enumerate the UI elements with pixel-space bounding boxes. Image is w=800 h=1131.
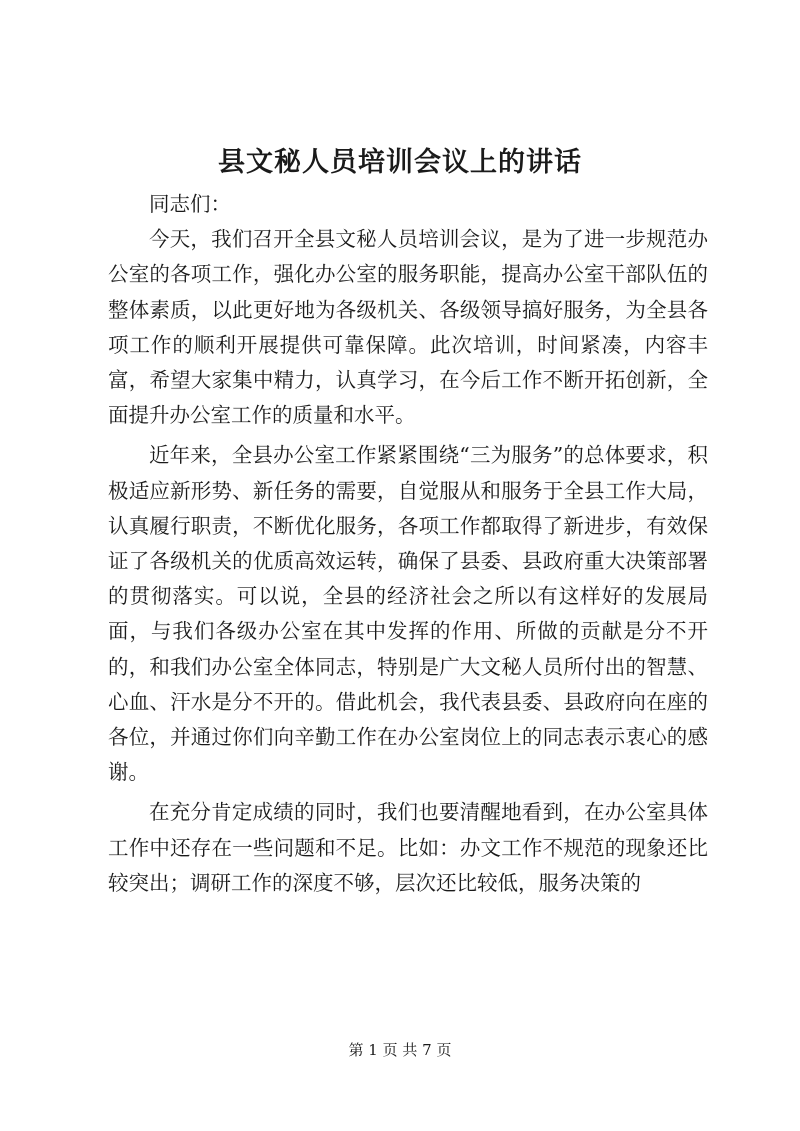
paragraph-1: 今天，我们召开全县文秘人员培训会议，是为了进一步规范办公室的各项工作，强化办公室的服务职能，提高办公室干部队伍的整体素质，以此更好地为各级机关、各级领导搞好服务，为全县各项工作的顺利开展提供可靠保障。此次培训，时间紧凑，内容丰富，希望大家集中精力，认真学习，在今后工作不断开拓创新，全面提升办公室工作的质量和水平。 (108, 227, 708, 428)
page-footer (0, 1040, 800, 1060)
document-body (108, 187, 708, 901)
paragraph-3: 在充分肯定成绩的同时，我们也要清醒地看到，在办公室具体工作中还存在一些问题和不足。比如：办文工作不规范的现象还比较突出；调研工作的深度不够，层次还比较低，服务决策的 (108, 800, 708, 895)
page-number-label: 第 1 页 共 7 页 (348, 1041, 452, 1059)
salutation: 同志们： (149, 192, 231, 216)
paragraph-2: 近年来，全县办公室工作紧紧围绕“三为服务”的总体要求，积极适应新形势、新任务的需要，自觉服从和服务于全县工作大局，认真履行职责，不断优化服务，各项工作都取得了新进步，有效保证了各级机关的优质高效运转，确保了县委、县政府重大决策部署的贯彻落实。可以说，全县的经济社会之所以有这样好的发展局面，与我们各级办公室在其中发挥的作用、所做的贡献是分不开的，和我们办公室全体同志，特别是广大文秘人员所付出的智慧、心血、汗水是分不开的。借此机会，我代表县委、县政府向在座的各位，并通过你们向辛勤工作在办公室岗位上的同志表示衷心的感谢。 (108, 443, 708, 785)
page-title: 县文秘人员培训会议上的讲话 (218, 147, 582, 178)
